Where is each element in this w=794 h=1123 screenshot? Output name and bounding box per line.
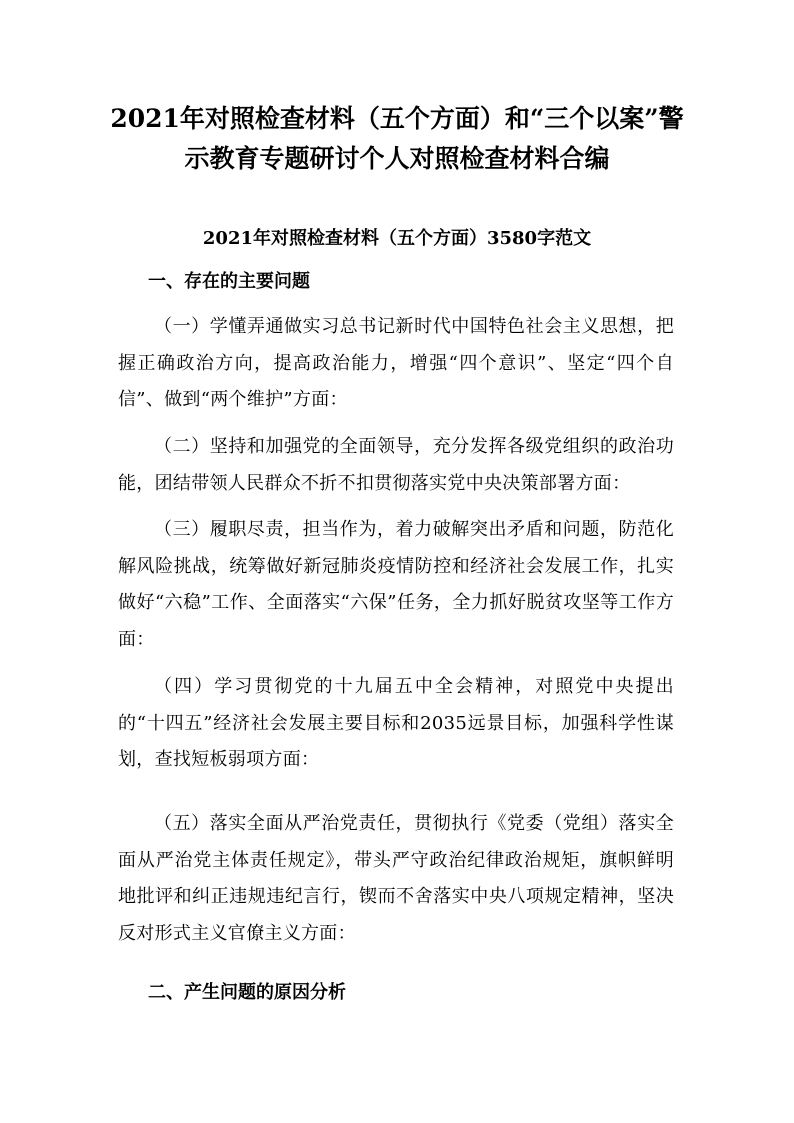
heading-existing-problems: 一、存在的主要问题: [148, 271, 310, 292]
paragraph-5: （五）落实全面从严治党责任，贯彻执行《党委（党组）落实全面从严治党主体责任规定》，带头严守政治纪律政治规矩，旗帜鲜明地批评和纠正违规违纪言行，锲而不舍落实中央八项规定精神，坚决反对形式主义官僚主义方面：: [118, 813, 674, 944]
paragraph-4: （四）学习贯彻党的十九届五中全会精神，对照党中央提出的“十四五”经济社会发展主要目标和2035远景目标，加强科学性谋划，查找短板弱项方面：: [118, 676, 674, 771]
document-title-line-2: 示教育专题研讨个人对照检查材料合编: [184, 144, 610, 173]
heading-cause-analysis: 二、产生问题的原因分析: [148, 982, 346, 1003]
section-title: 2021年对照检查材料（五个方面）3580字范文: [202, 228, 592, 249]
paragraph-3: （三）履职尽责，担当作为，着力破解突出矛盾和问题，防范化解风险挑战，统筹做好新冠肺炎疫情防控和经济社会发展工作，扎实做好“六稳”工作、全面落实“六保”任务，全力抓好脱贫攻坚等工作方面：: [118, 519, 674, 650]
paragraph-1: （一）学懂弄通做实习总书记新时代中国特色社会主义思想，把握正确政治方向，提高政治能力，增强“四个意识”、坚定“四个自信”、做到“两个维护”方面：: [118, 316, 674, 411]
document-title-line-1: 2021年对照检查材料（五个方面）和“三个以案”警: [110, 104, 684, 133]
paragraph-2: （二）坚持和加强党的全面领导，充分发挥各级党组织的政治功能，团结带领人民群众不折不扣贯彻落实党中央决策部署方面：: [118, 436, 674, 494]
